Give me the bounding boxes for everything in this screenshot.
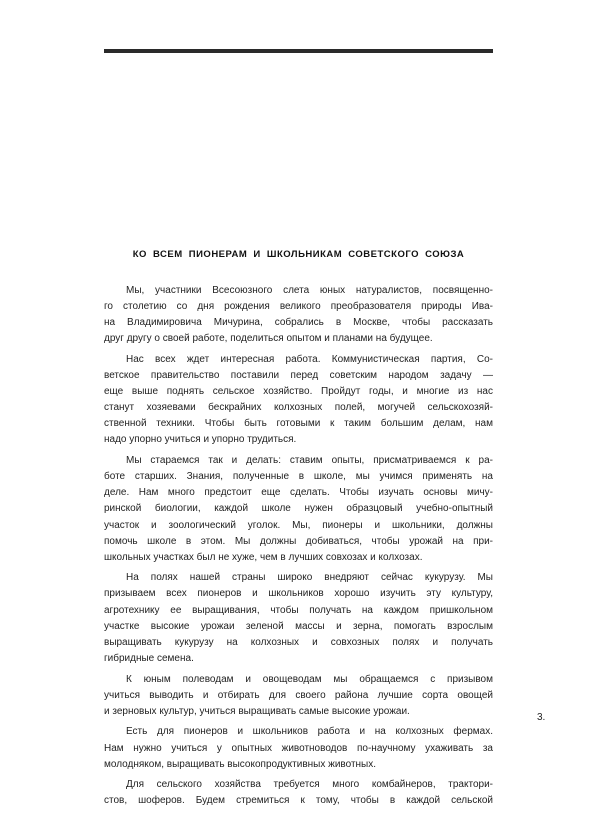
text-line: Нам нужно учиться у опытных животноводов по-научному ухаживать за [104,742,493,754]
text-line: ринской биологии, каждой школе нужен образцовый учебно-опытный [104,503,493,515]
text-line: друг другу о своей работе, поделиться опытом и планами на будущее. [104,333,433,345]
text-line: Мы стараемся так и делать: ставим опыты, присматриваемся к ра- [126,455,493,467]
text-line: молодняком, выращивать высокопродуктивных животных. [104,758,377,770]
paragraph [104,570,493,667]
text-line: станут хозяевами бескрайних колхозных полей, могучей сельскохозяй- [104,402,493,414]
text-line: ственной техники. Чтобы быть готовыми к таким большим делам, нам [104,418,493,430]
text-line: На полях нашей страны широко внедряют сейчас кукурузу. Мы [126,572,493,584]
text-line: го столетию со дня рождения великого преобразователя природы Ива- [104,301,493,313]
paragraph [104,724,493,772]
text-line: стов, шоферов. Будем стремиться к тому, чтобы в каждой сельской [104,795,493,807]
paragraph [104,453,493,566]
text-line: школьных участках был не хуже, чем в лучших совхозах и колхозах. [104,551,423,563]
text-line: Есть для пионеров и школьников работа и на колхозных фермах. [126,726,493,738]
text-line: надо упорно учиться и упорно трудиться. [104,434,297,446]
text-line: Нас всех ждет интересная работа. Коммунистическая партия, Со- [126,353,493,365]
text-line: боте старших. Знания, полученные в школе, мы учимся применять на [104,471,493,483]
text-line: участке высокие урожаи зеленой массы и зерна, помогать взрослым [104,620,493,632]
text-line: выращивать кукурузу на колхозных и совхозных полях и получать [104,636,493,648]
text-line: Для сельского хозяйства требуется много комбайнеров, трактори- [126,779,493,791]
body-text [104,283,493,814]
text-line: ветское правительство поставили перед советским народом задачу — [104,370,493,382]
text-line: агротехнику ее выращивания, чтобы получать на каждом пришкольном [104,604,493,616]
paragraph [104,283,493,347]
top-rule [104,49,493,53]
text-line: деле. Нам много предстоит еще сделать. Чтобы изучать основы мичу- [104,487,493,499]
text-line: и зерновых культур, учиться выращивать самые высокие урожаи. [104,705,410,717]
text-line: помочь школе в этом. Мы должны добиваться, чтобы урожай на при- [104,535,493,547]
paragraph [104,777,493,809]
text-line: на Владимировича Мичурина, собрались в Москве, чтобы рассказать [104,317,493,329]
text-line: Мы, участники Всесоюзного слета юных натуралистов, посвященно- [126,285,493,296]
text-line: еще выше поднять сельское хозяйство. Пройдут годы, и многие из нас [104,386,493,398]
text-line: учиться выводить и отбирать для своего района лучшие сорта овощей [104,689,493,701]
text-line: гибридные семена. [104,652,194,664]
text-line: участок и зоологический уголок. Мы, пионеры и школьники, должны [104,519,493,531]
text-line: К юным полеводам и овощеводам мы обращаемся с призывом [126,673,493,685]
paragraph [104,672,493,720]
paragraph [104,352,493,449]
page-number: 3. [537,712,546,723]
text-line: призываем всех пионеров и школьников хорошо изучить эту культуру, [104,588,493,600]
page-title: КО ВСЕМ ПИОНЕРАМ И ШКОЛЬНИКАМ СОВЕТСКОГО СОЮЗА [132,249,465,260]
